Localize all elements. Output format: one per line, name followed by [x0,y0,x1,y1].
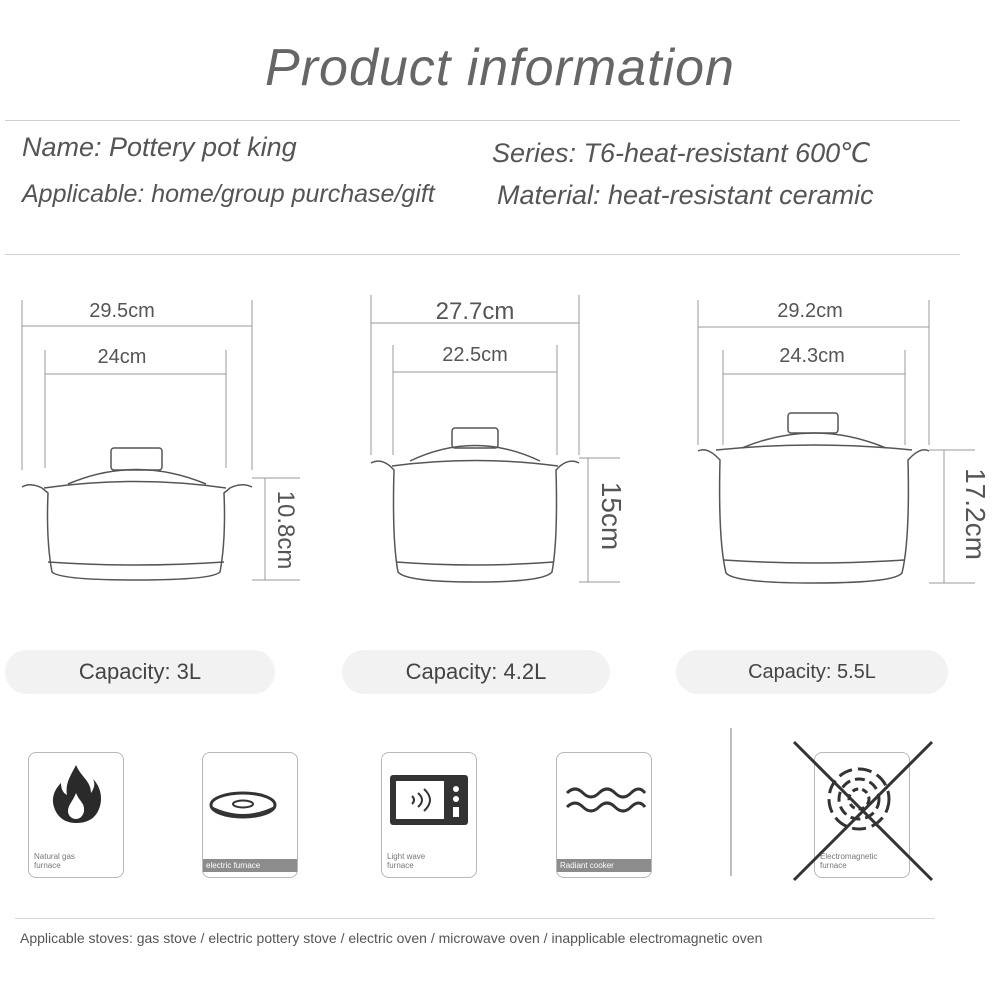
stove-label: Radiant cooker [557,859,651,872]
pot-1-height-label: 10.8cm [272,490,299,570]
capacity-pill-3l [5,650,275,694]
pot-1-drawing [22,448,252,580]
stove-label: Light wave furnace [387,852,426,870]
capacity-pill-4-2l [342,650,610,694]
applicable-stoves-note: Applicable stoves: gas stove / electric pottery stove / electric oven / microwave oven / inapplicable electromagnetic oven [20,930,763,946]
stove-card-electric [202,752,298,878]
pot-1-outer-width-label: 29.5cm [89,300,155,322]
page-title: Product information [265,39,735,97]
spec-name: Name: Pottery pot king [22,132,297,162]
stove-card-light-wave [381,752,477,878]
footer-divider [15,918,935,919]
inapplicable-divider [730,728,732,876]
pot-3-outer-width-label: 29.2cm [777,300,843,322]
pot-3-dimension-lines [698,300,975,583]
pot-1-inner-width-label: 24cm [97,346,147,368]
pot-3-drawing [698,413,929,583]
capacity-pill-5-5l [676,650,948,694]
capacity-label: Capacity: 5.5L [748,660,876,683]
pot-2-inner-width-label: 22.5cm [442,344,508,366]
pot-2-outer-width-label: 27.7cm [435,298,515,325]
pot-3-inner-width-label: 24.3cm [779,345,845,367]
stove-label: Natural gas furnace [34,852,75,870]
pot-2-dimension-lines [371,295,620,582]
pot-1-dimension-lines [22,300,300,580]
capacity-label: Capacity: 3L [78,659,202,684]
stove-card-gas [28,752,124,878]
spec-series: Series: T6-heat-resistant 600℃ [492,138,871,168]
pot-2-height-label: 15cm [596,481,627,551]
spec-applicable: Applicable: home/group purchase/gift [22,180,435,208]
pot-3-height-label: 17.2cm [960,468,991,560]
capacity-label: Capacity: 4.2L [405,659,547,684]
spec-material: Material: heat-resistant ceramic [497,180,874,210]
cross-out-icon [790,738,936,884]
stove-label: electric furnace [203,859,297,872]
stove-card-radiant [556,752,652,878]
stove-label: Electromagnetic furnace [820,852,878,870]
pot-2-drawing [371,428,579,582]
